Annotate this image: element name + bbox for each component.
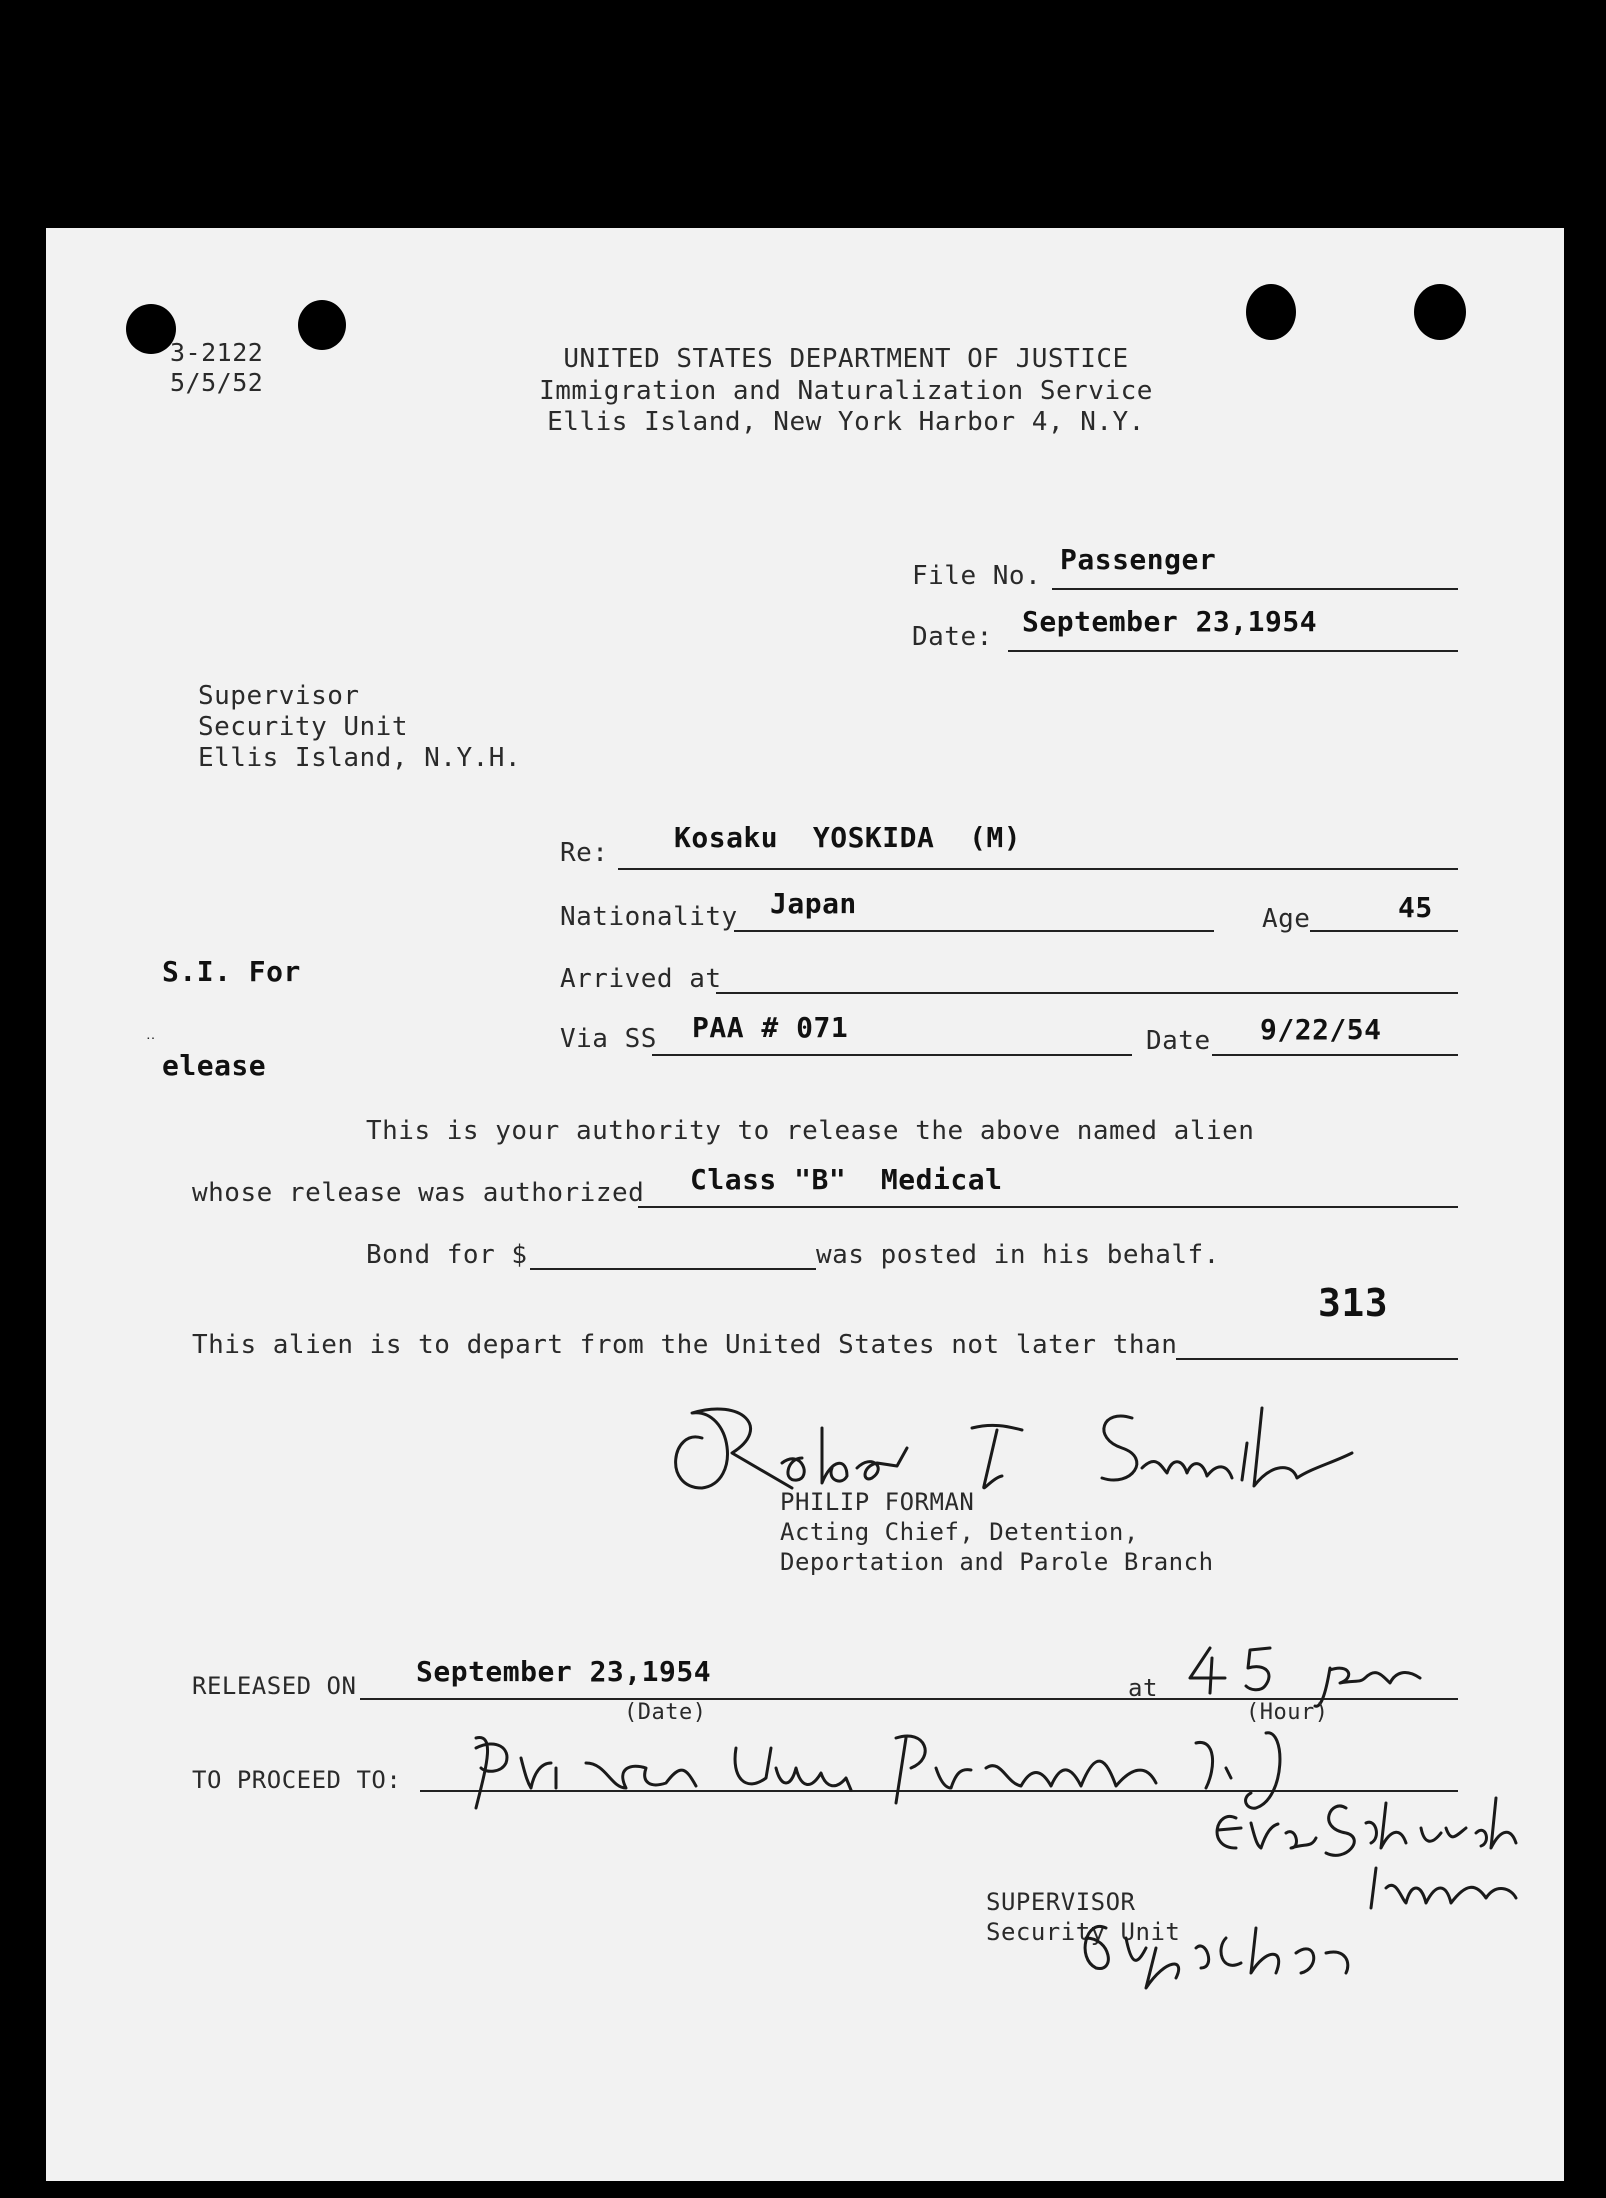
date-caption: (Date) xyxy=(624,1700,707,1725)
authorized-label: whose release was authorized xyxy=(192,1178,645,1208)
released-on-date: September 23,1954 xyxy=(416,1655,712,1688)
age-value: 45 xyxy=(1398,891,1433,924)
bond-underline xyxy=(530,1268,816,1270)
via-ss-value: PAA # 071 xyxy=(692,1011,849,1044)
release-authority-form xyxy=(46,228,1564,2181)
form-date: 5/5/52 xyxy=(170,368,264,397)
nationality-underline xyxy=(734,930,1214,932)
depart-underline xyxy=(1176,1358,1458,1360)
file-no-underline xyxy=(1052,588,1458,590)
released-hour-handwritten xyxy=(1180,1638,1480,1708)
hour-caption: (Hour) xyxy=(1246,1700,1329,1725)
form-number: 3-2122 xyxy=(170,338,264,367)
arrival-date-label: Date xyxy=(1146,1026,1211,1056)
signatory-title-1: Acting Chief, Detention, xyxy=(780,1518,1139,1546)
file-no-value: Passenger xyxy=(1060,543,1217,576)
date-underline xyxy=(1008,650,1458,652)
inspector-signature xyxy=(1046,1788,1546,2008)
side-note-line-1: S.I. For xyxy=(162,955,301,988)
proceed-label: TO PROCEED TO: xyxy=(192,1766,402,1794)
side-note-line-2: elease xyxy=(162,1049,267,1082)
authorized-value: Class "B" Medical xyxy=(690,1163,1003,1196)
authorized-underline xyxy=(638,1206,1458,1208)
re-label: Re: xyxy=(560,838,609,868)
side-note-marks: ‥ xyxy=(146,1027,156,1043)
nationality-label: Nationality xyxy=(560,902,738,932)
arrival-date-underline xyxy=(1212,1054,1458,1056)
released-on-underline xyxy=(360,1698,1176,1700)
addressee-line-1: Supervisor xyxy=(198,681,360,711)
arrived-at-label: Arrived at xyxy=(560,964,722,994)
file-no-label: File No. xyxy=(912,561,1042,591)
released-on-label: RELEASED ON xyxy=(192,1672,357,1700)
bond-label-after: was posted in his behalf. xyxy=(816,1240,1220,1270)
arrived-at-underline xyxy=(716,992,1458,994)
department-heading: UNITED STATES DEPARTMENT OF JUSTICE xyxy=(563,344,1129,374)
authority-text: This is your authority to release the above named alien xyxy=(366,1116,1255,1146)
supervisor-unit: Security Unit xyxy=(986,1918,1181,1946)
punch-hole xyxy=(1414,284,1466,340)
re-underline xyxy=(618,868,1458,870)
location-heading: Ellis Island, New York Harbor 4, N.Y. xyxy=(547,407,1145,437)
released-at-label: at xyxy=(1128,1674,1158,1702)
bond-label: Bond for $ xyxy=(366,1240,528,1270)
nationality-value: Japan xyxy=(770,887,857,920)
signature-robert-smith xyxy=(662,1368,1362,1518)
stamp-number: 313 xyxy=(1318,1281,1389,1325)
punch-hole xyxy=(126,304,176,354)
age-label: Age xyxy=(1262,904,1311,934)
via-ss-label: Via SS xyxy=(560,1024,657,1054)
signatory-title-2: Deportation and Parole Branch xyxy=(780,1548,1214,1576)
arrival-date-value: 9/22/54 xyxy=(1260,1013,1382,1046)
age-underline xyxy=(1310,930,1458,932)
punch-hole xyxy=(298,300,346,350)
date-value: September 23,1954 xyxy=(1022,605,1318,638)
punch-hole xyxy=(1246,284,1296,340)
service-heading: Immigration and Naturalization Service xyxy=(539,376,1153,406)
supervisor-title: SUPERVISOR xyxy=(986,1888,1136,1916)
addressee-line-3: Ellis Island, N.Y.H. xyxy=(198,743,522,773)
date-label: Date: xyxy=(912,622,993,652)
addressee-line-2: Security Unit xyxy=(198,712,408,742)
signatory-name: PHILIP FORMAN xyxy=(780,1488,975,1516)
depart-text: This alien is to depart from the United States not later than xyxy=(192,1330,1178,1360)
via-ss-underline xyxy=(652,1054,1132,1056)
alien-name: Kosaku YOSKIDA (M) xyxy=(674,821,1022,854)
